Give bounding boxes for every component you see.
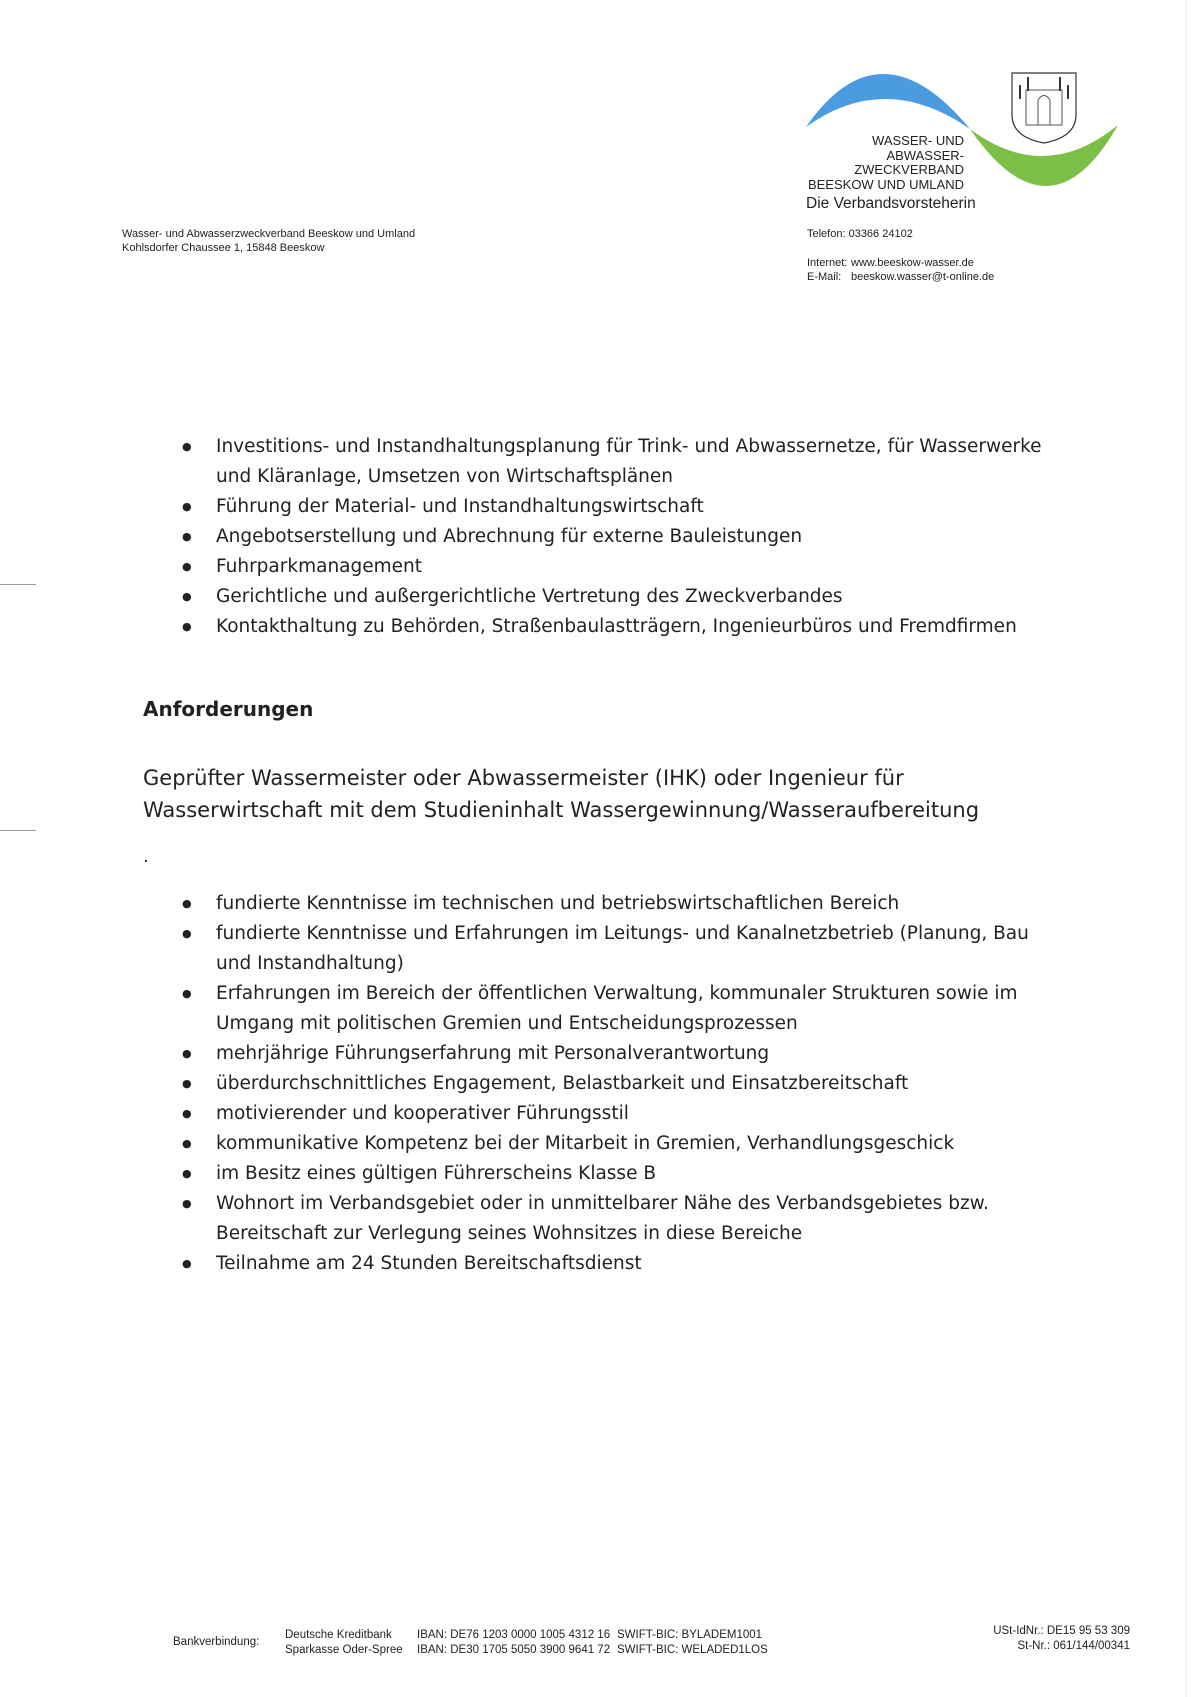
tax-ids [960, 1624, 1130, 1654]
list-item: ● kommunikative Kompetenz bei der Mitarbeit in Gremien, Verhandlungsgeschick [186, 1129, 1066, 1159]
logo-blue-arc [806, 74, 970, 129]
website-link[interactable]: www.beeskow-wasser.de [851, 257, 974, 269]
vat-id: USt-IdNr.: DE15 95 53 309 [993, 1625, 1130, 1637]
list-item: ● Teilnahme am 24 Stunden Bereitschaftsdienst [186, 1249, 1066, 1279]
email-label: E-Mail: [807, 271, 842, 283]
qualification-text: Geprüfter Wassermeister oder Abwassermeister (IHK) oder Ingenieur für Wasserwirtschaft mit dem Studieninhalt Wassergewinnung/Wasseraufbereitung [143, 766, 980, 822]
fold-mark [0, 830, 36, 831]
requirements-list [186, 889, 1066, 1279]
list-item: ● überdurchschnittliches Engagement, Belastbarkeit und Einsatzbereitschaft [186, 1069, 1066, 1099]
fold-mark [0, 584, 36, 585]
task-list [186, 432, 1066, 642]
stray-dot: . [143, 846, 149, 867]
org-line: BEESKOW UND UMLAND [807, 176, 964, 192]
phone: Telefon: 03366 24102 [807, 228, 913, 240]
bank-label: Bankverbindung: [173, 1636, 260, 1648]
swift-codes [617, 1628, 768, 1658]
tax-number: St-Nr.: 061/144/00341 [1017, 1640, 1130, 1652]
list-item: ● Gerichtliche und außergerichtliche Vertretung des Zweckverbandes [186, 582, 1066, 612]
iban: IBAN: DE76 1203 0000 1005 4312 16 [417, 1629, 611, 1641]
bank-name: Deutsche Kreditbank [285, 1629, 392, 1641]
list-item: ● fundierte Kenntnisse und Erfahrungen im Leitungs- und Kanalnetzbetrieb (Planung, Bau und Instandhaltung) [186, 919, 1066, 979]
list-item: ● Führung der Material- und Instandhaltungswirtschaft [186, 492, 1066, 522]
swift: SWIFT-BIC: BYLADEM1001 [617, 1629, 763, 1641]
iban: IBAN: DE30 1705 5050 3900 9641 72 [417, 1644, 611, 1656]
list-item: ● fundierte Kenntnisse im technischen und betriebswirtschaftlichen Bereich [186, 889, 1066, 919]
email-link[interactable]: beeskow.wasser@t-online.de [851, 271, 995, 283]
bank-names [285, 1628, 403, 1658]
list-item: ● mehrjährige Führungserfahrung mit Personalverantwortung [186, 1039, 1066, 1069]
contact-block [807, 256, 994, 284]
list-item: ● Angebotserstellung und Abrechnung für externe Bauleistungen [186, 522, 1066, 552]
internet-label: Internet: [807, 257, 848, 269]
org-line: ZWECKVERBAND [854, 162, 964, 177]
organization-name [800, 134, 964, 192]
list-item: ● im Besitz eines gültigen Führerscheins Klasse B [186, 1159, 1066, 1189]
bank-name: Sparkasse Oder-Spree [285, 1644, 403, 1656]
sender-line: Wasser- und Abwasserzweckverband Beeskow und Umland [122, 228, 416, 240]
section-heading: Anforderungen [143, 697, 314, 721]
coat-of-arms-icon [1012, 73, 1076, 143]
list-item: ● Kontakthaltung zu Behörden, Straßenbaulastträgern, Ingenieurbüros und Fremdfirmen [186, 612, 1066, 642]
sender-line: Kohlsdorfer Chaussee 1, 15848 Beeskow [122, 242, 325, 254]
list-item: ● Erfahrungen im Bereich der öffentlichen Verwaltung, kommunaler Strukturen sowie im Umgang mit politischen Gremien und Entscheidungsprozessen [186, 979, 1066, 1039]
page-edge [1186, 0, 1187, 1697]
swift: SWIFT-BIC: WELADED1LOS [617, 1644, 768, 1656]
list-item: ● Fuhrparkmanagement [186, 552, 1066, 582]
list-item: ● Investitions- und Instandhaltungsplanung für Trink- und Abwassernetze, für Wasserwerke und Kläranlage, Umsetzen von Wirtschaftsplänen [186, 432, 1066, 492]
sender-role: Die Verbandsvorsteherin [806, 195, 976, 212]
org-line: WASSER- UND ABWASSER- [872, 133, 964, 163]
sender-address [122, 227, 415, 255]
ibans [417, 1628, 610, 1658]
list-item: ● motivierender und kooperativer Führungsstil [186, 1099, 1066, 1129]
list-item: ● Wohnort im Verbandsgebiet oder in unmittelbarer Nähe des Verbandsgebietes bzw. Bereitschaft zur Verlegung seines Wohnsitzes in diese Bereiche [186, 1189, 1066, 1249]
